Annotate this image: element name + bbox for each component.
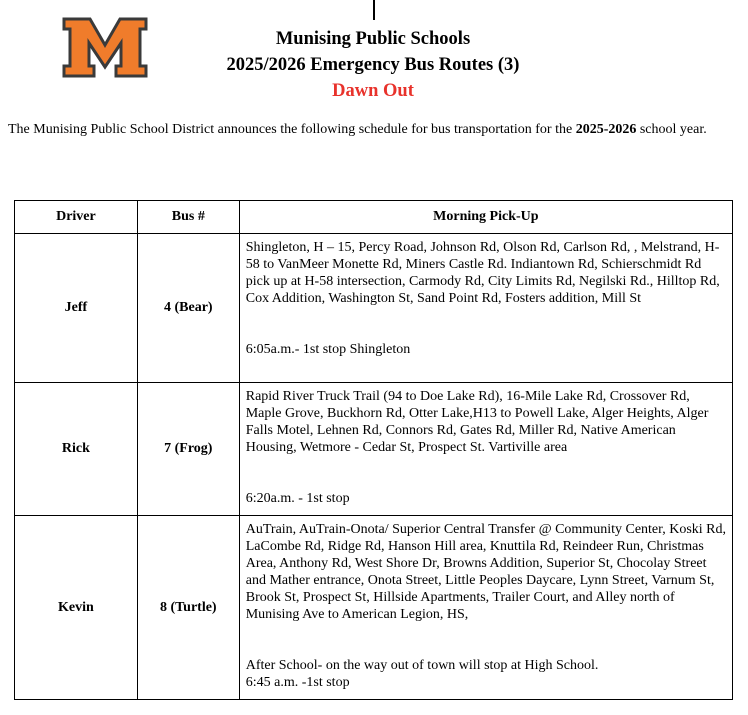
bus-cell: 4 (Bear)	[137, 234, 239, 383]
intro-text-before: The Munising Public School District announces the following schedule for bus transportation for the	[8, 122, 576, 137]
intro-paragraph	[8, 122, 748, 138]
top-divider	[373, 0, 375, 20]
intro-text-after: school year.	[636, 122, 707, 137]
document-subtitle: 2025/2026 Emergency Bus Routes (3)	[226, 55, 520, 75]
bus-cell: 8 (Turtle)	[137, 516, 239, 700]
intro-year: 2025-2026	[575, 122, 637, 137]
route-text: Rapid River Truck Trail (94 to Doe Lake Rd), 16-Mile Lake Rd, Crossover Rd, Maple Grove, Buckhorn Rd, Otter Lake,H13 to Powell Lake, Alger Heights, Alger Falls Motel, Lehnen Rd, Connors Rd, Gates Rd, Miller Rd, Native American Housing, Wetmore - Cedar St, Prospect St. Vartiville area	[245, 389, 709, 455]
spacer	[246, 623, 727, 657]
after-school-text: After School- on the way out of town will stop at High School.	[245, 658, 599, 673]
table-row	[15, 516, 733, 700]
pickup-cell	[239, 383, 732, 516]
status-label: Dawn Out	[332, 81, 414, 101]
driver-cell: Jeff	[15, 234, 138, 383]
bus-route-table	[14, 200, 733, 700]
pickup-cell	[239, 234, 732, 383]
header-bus: Bus #	[137, 201, 239, 234]
spacer	[246, 456, 727, 490]
bus-cell: 7 (Frog)	[137, 383, 239, 516]
driver-cell: Kevin	[15, 516, 138, 700]
pickup-cell	[239, 516, 732, 700]
document-title: Munising Public Schools	[275, 29, 471, 49]
header-driver: Driver	[15, 201, 138, 234]
first-stop-text: 6:05a.m.- 1st stop Shingleton	[245, 342, 411, 357]
table-row	[15, 383, 733, 516]
route-text: Shingleton, H – 15, Percy Road, Johnson Rd, Olson Rd, Carlson Rd, , Melstrand, H-58 to VanMeer Monette Rd, Miners Castle Rd. Indiantown Rd, Schierschmidt Rd pick up at H-58 intersection, Carmody Rd, City Limits Rd, Negilski Rd., Hilltop Rd, Cox Addition, Washington St, Sand Point Rd, Fosters addition, Mill St	[245, 240, 720, 306]
header-pickup: Morning Pick-Up	[239, 201, 732, 234]
route-text: AuTrain, AuTrain-Onota/ Superior Central Transfer @ Community Center, Koski Rd, LaCombe Rd, Ridge Rd, Hanson Hill area, Knuttila Rd, Reindeer Run, Christmas Area, Anthony Rd, West Shore Dr, Browns Addition, Superior St, Chocolay Street and Mather entrance, Onota Street, Little Peoples Daycare, Lynn Street, Varnum St, Brook St, Prospect St, Hillside Apartments, Trailer Court, and Alley north of Munising Ave to American Legion, HS,	[245, 522, 727, 622]
driver-cell: Rick	[15, 383, 138, 516]
spacer	[246, 307, 727, 341]
table-header-row	[15, 201, 733, 234]
document-header	[0, 26, 748, 104]
table-row	[15, 234, 733, 383]
first-stop-text: 6:45 a.m. -1st stop	[245, 675, 350, 690]
first-stop-text: 6:20a.m. - 1st stop	[245, 491, 350, 506]
